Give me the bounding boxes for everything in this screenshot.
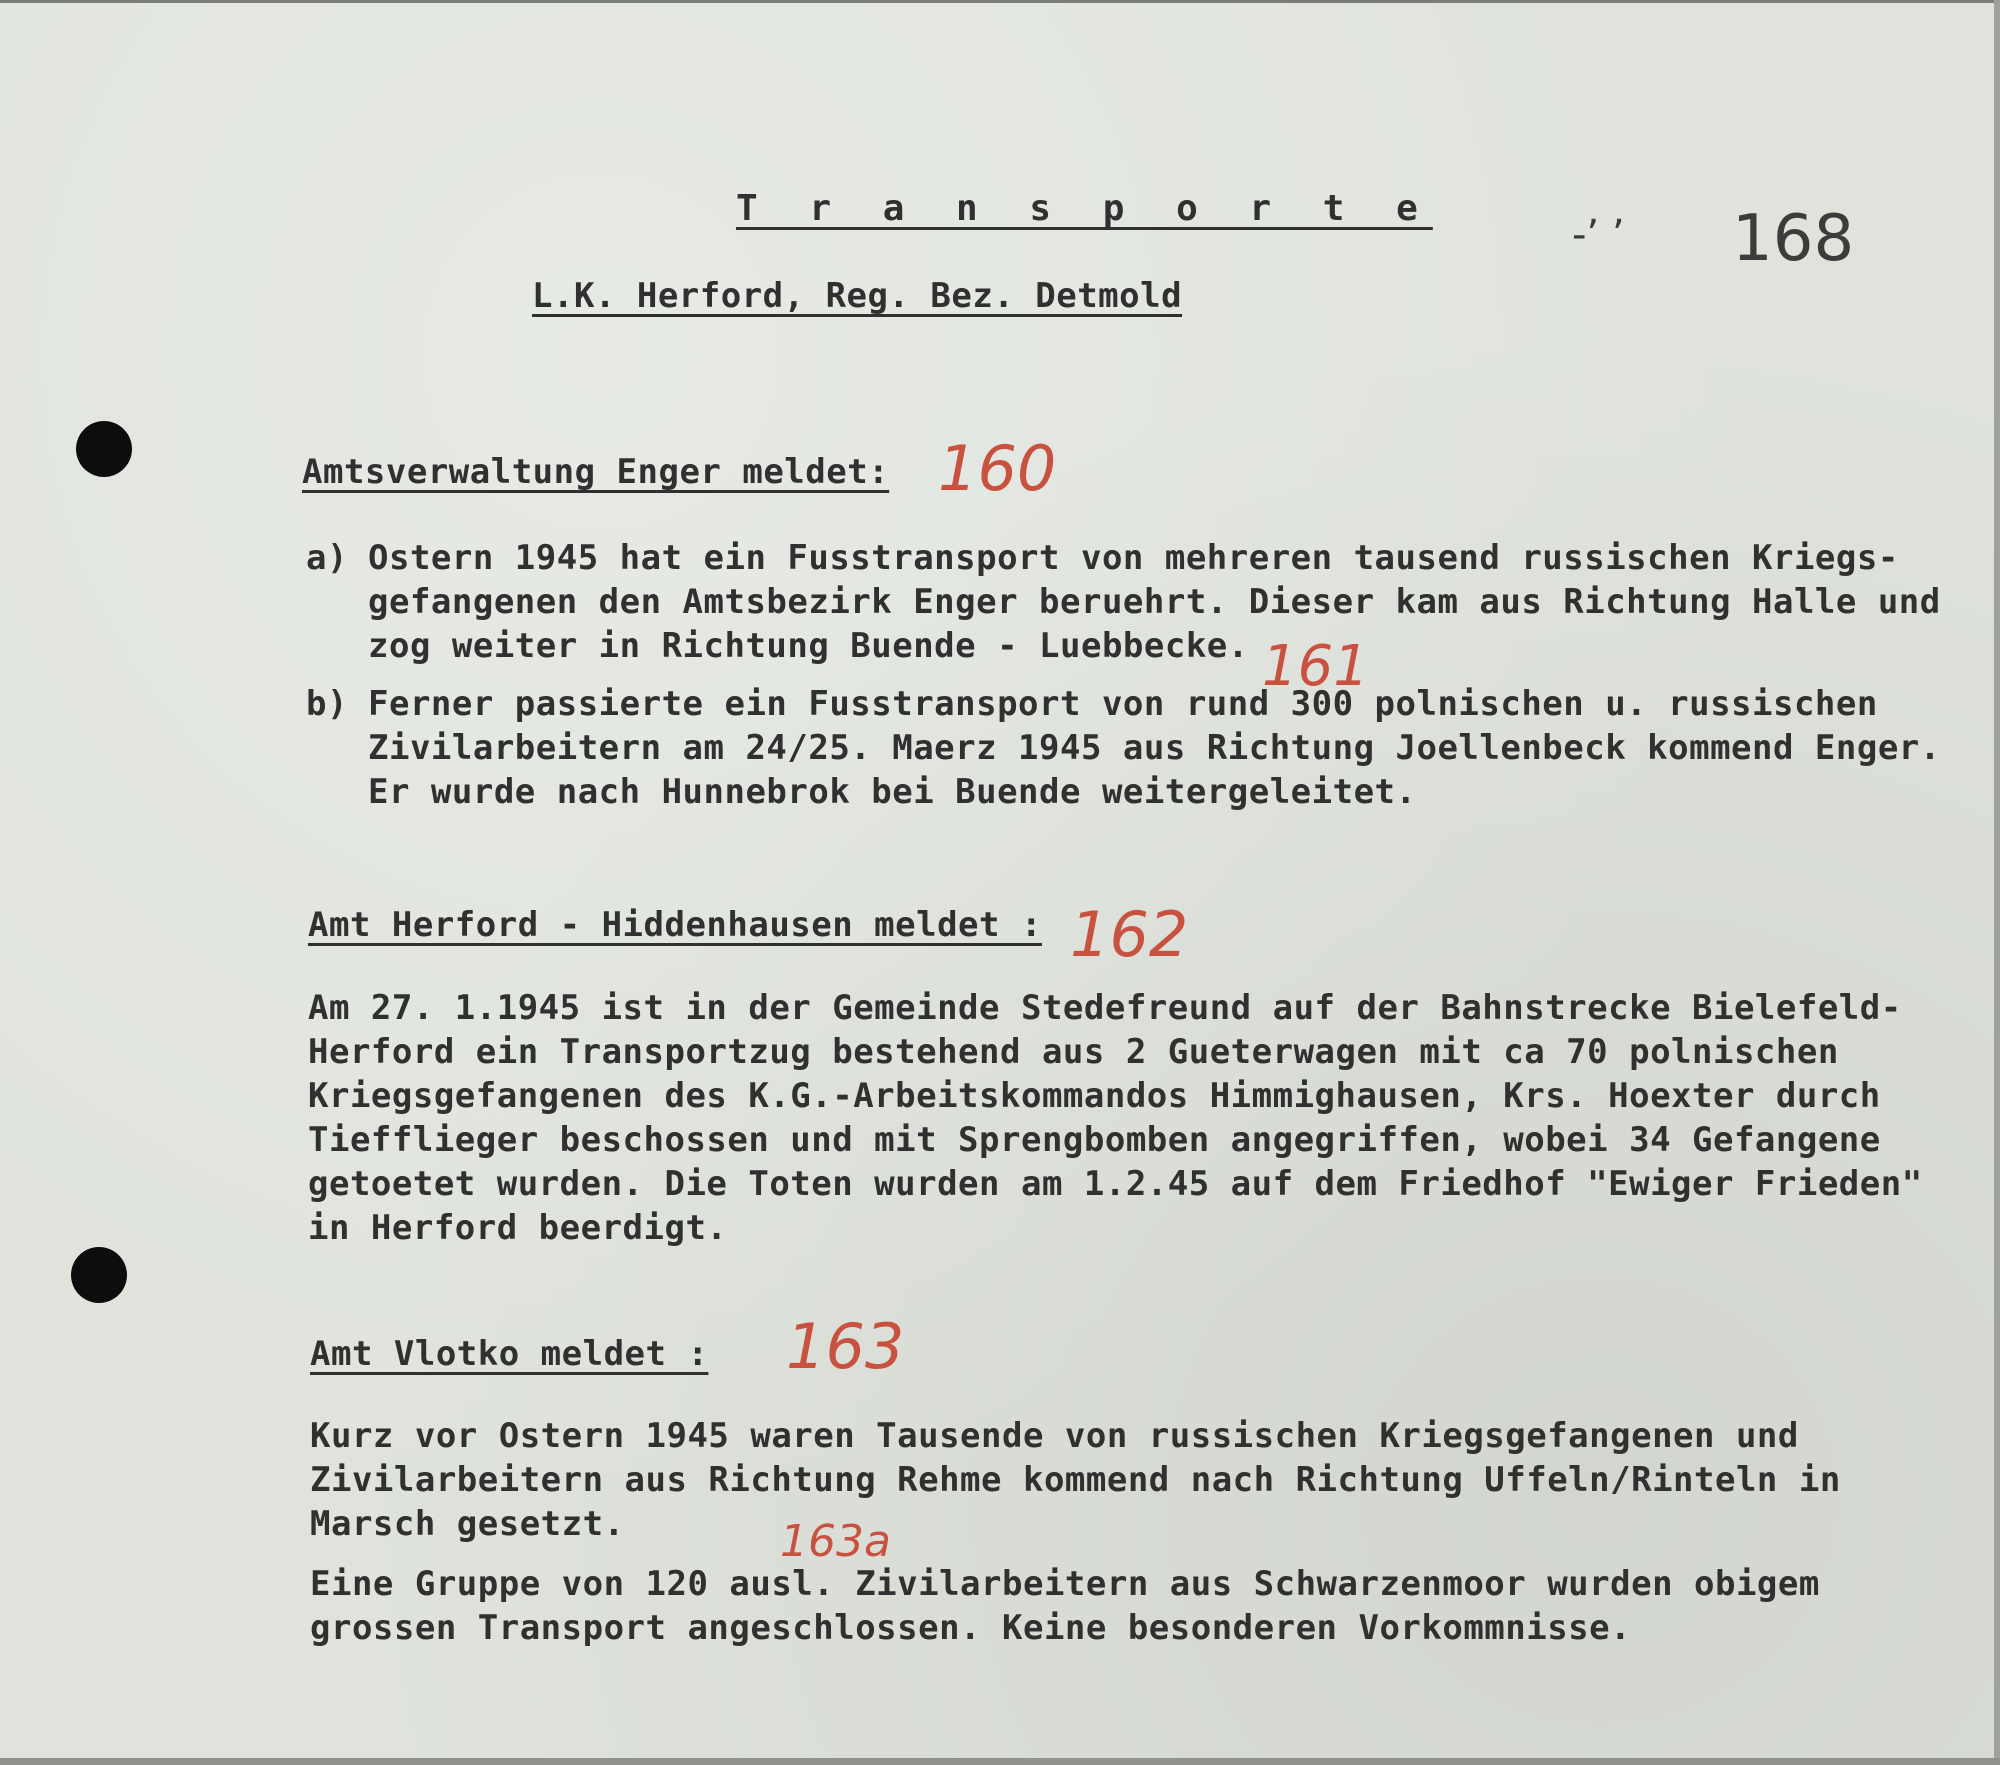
punch-hole-bottom	[71, 1247, 127, 1303]
punch-hole-top	[76, 421, 132, 477]
document-title: T r a n s p o r t e	[736, 188, 1433, 229]
text-line: Herford ein Transportzug bestehend aus 2 Gueterwagen mit ca 70 polnischen	[308, 1032, 1839, 1072]
section-heading-hiddenhausen: Amt Herford - Hiddenhausen meldet :	[308, 905, 1042, 945]
text-line: Ostern 1945 hat ein Fusstransport von mehreren tausend russischen Kriegs-	[368, 538, 1899, 578]
scan-edge-bottom	[0, 1758, 2000, 1765]
annotation-162: 162	[1070, 898, 1189, 971]
item-b	[306, 682, 1941, 814]
text-line: Zivilarbeitern aus Richtung Rehme kommend nach Richtung Uffeln/Rinteln in	[310, 1460, 1841, 1500]
section-body-vlotko-continued	[310, 1562, 1820, 1650]
document-subtitle: L.K. Herford, Reg. Bez. Detmold	[532, 276, 1183, 316]
section-heading-enger: Amtsverwaltung Enger meldet:	[302, 452, 890, 492]
text-line: Zivilarbeitern am 24/25. Maerz 1945 aus Richtung Joellenbeck kommend Enger.	[368, 728, 1941, 768]
text-line: Marsch gesetzt.	[310, 1504, 625, 1544]
scan-edge-top	[0, 0, 2000, 3]
annotation-163: 163	[786, 1310, 905, 1383]
page-mark: -’ ’	[1572, 212, 1625, 258]
text-line: Ferner passierte ein Fusstransport von rund 300 polnischen u. russischen	[368, 684, 1878, 724]
item-label: b)	[306, 684, 348, 724]
text-line: in Herford beerdigt.	[308, 1208, 728, 1248]
text-line: grossen Transport angeschlossen. Keine besonderen Vorkommnisse.	[310, 1608, 1632, 1648]
scan-edge-right	[1994, 0, 2000, 1765]
text-line: zog weiter in Richtung Buende - Luebbecke.	[368, 626, 1249, 666]
annotation-160: 160	[938, 432, 1057, 505]
text-line: getoetet wurden. Die Toten wurden am 1.2.45 auf dem Friedhof "Ewiger Frieden"	[308, 1164, 1923, 1204]
item-label: a)	[306, 538, 348, 578]
annotation-161: 161	[1262, 634, 1369, 699]
text-line: Kriegsgefangenen des K.G.-Arbeitskommandos Himmighausen, Krs. Hoexter durch	[308, 1076, 1881, 1116]
item-a	[306, 536, 1941, 668]
text-line: Kurz vor Ostern 1945 waren Tausende von russischen Kriegsgefangenen und	[310, 1416, 1799, 1456]
annotation-163a: 163a	[780, 1516, 891, 1567]
text-line: Am 27. 1.1945 ist in der Gemeinde Stedefreund auf der Bahnstrecke Bielefeld-	[308, 988, 1902, 1028]
text-line: Tiefflieger beschossen und mit Sprengbomben angegriffen, wobei 34 Gefangene	[308, 1120, 1881, 1160]
text-line: Eine Gruppe von 120 ausl. Zivilarbeitern aus Schwarzenmoor wurden obigem	[310, 1564, 1820, 1604]
text-line: Er wurde nach Hunnebrok bei Buende weitergeleitet.	[368, 772, 1417, 812]
text-line: gefangenen den Amtsbezirk Enger beruehrt. Dieser kam aus Richtung Halle und	[368, 582, 1941, 622]
page-number: 168	[1732, 202, 1855, 276]
section-body-vlotko	[310, 1414, 1841, 1546]
section-heading-vlotko: Amt Vlotko meldet :	[310, 1334, 709, 1374]
section-body-hiddenhausen	[308, 986, 1923, 1250]
